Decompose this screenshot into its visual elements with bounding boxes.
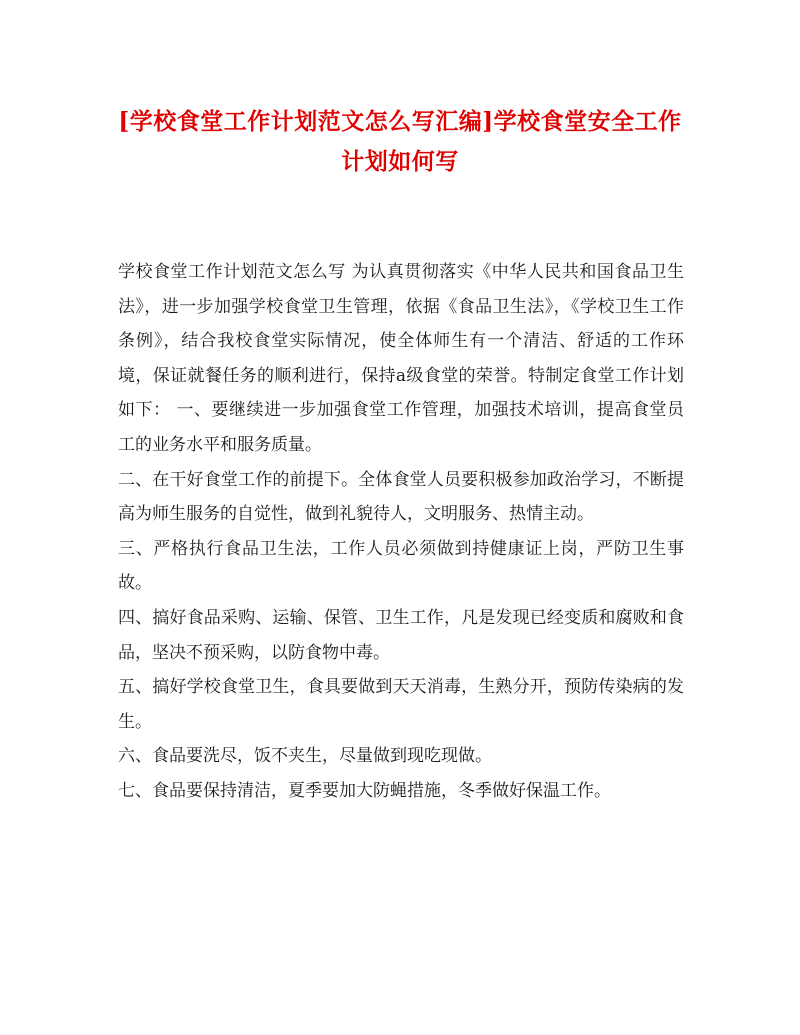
paragraph-item-6: 六、食品要洗尽，饭不夹生，尽量做到现吃现做。 [118,746,492,767]
paragraph-intro: 学校食堂工作计划范文怎么写 为认真贯彻落实《中华人民共和国食品卫生法》，进一步加强学校食堂卫生管理，依据《食品卫生法》，《学校卫生工作条例》，结合我校食堂实际情况，使全体师生有一个清洁、舒适的工作环境，保证就餐任务的顺利进行，保持a级食堂的荣誉。特制定食堂工作计划如下： 一、要继续进一步加强食堂工作管理，加强技术培训，提高食堂员工的业务水平和服务质量。 [118,262,684,455]
document-body [118,255,684,809]
paragraph-item-7: 七、食品要保持清洁，夏季要加大防蝇措施，冬季做好保温工作。 [118,780,611,801]
paragraph-item-2: 二、在干好食堂工作的前提下。全体食堂人员要积极参加政治学习，不断提高为师生服务的自觉性，做到礼貌待人，文明服务、热情主动。 [118,469,684,525]
paragraph-item-3: 三、严格执行食品卫生法，工作人员必须做到持健康证上岗，严防卫生事故。 [118,538,684,594]
paragraph-item-4: 四、搞好食品采购、运输、保管、卫生工作，凡是发现已经变质和腐败和食品，坚决不预采购，以防食物中毒。 [118,607,684,663]
document-title: [学校食堂工作计划范文怎么写汇编]学校食堂安全工作计划如何写 [118,108,682,175]
paragraph-item-5: 五、搞好学校食堂卫生，食具要做到天天消毒，生熟分开，预防传染病的发生。 [118,677,684,732]
